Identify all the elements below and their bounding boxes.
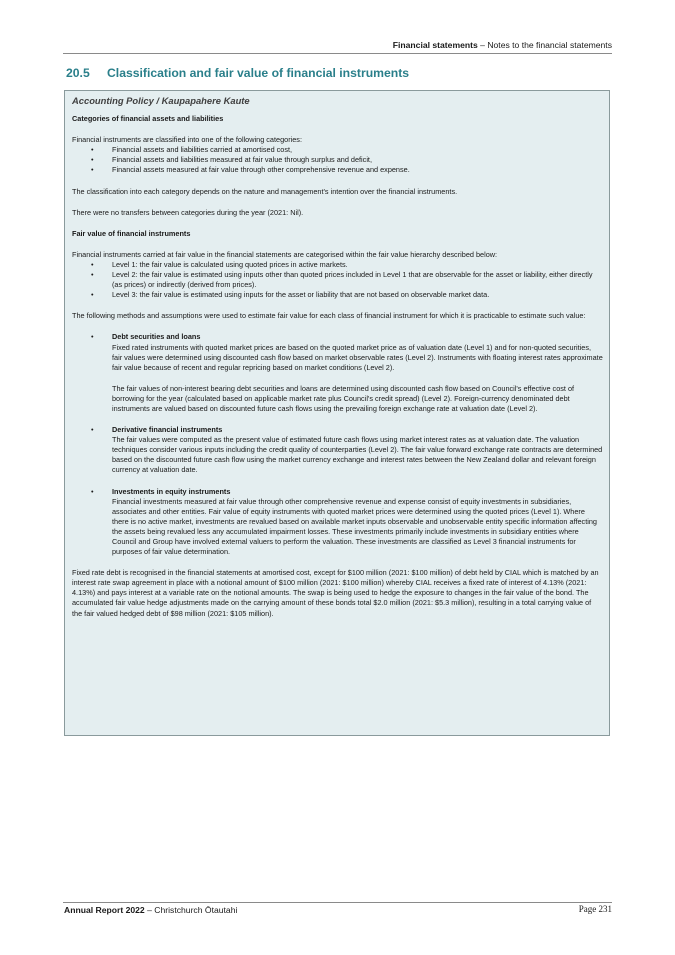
- list-item: • Level 1: the fair value is calculated using quoted prices in active markets.: [72, 260, 603, 270]
- method-title: • Investments in equity instruments: [112, 486, 231, 496]
- list-item: • Financial assets and liabilities measured at fair value through surplus and deficit,: [72, 155, 603, 165]
- methods-intro: The following methods and assumptions were used to estimate fair value for each class of financial instrument for which it is practicable to estimate such value:: [72, 311, 586, 321]
- levels-list: [72, 260, 603, 300]
- section-heading: [66, 66, 409, 80]
- header-divider: [63, 53, 612, 54]
- methods-list: [72, 332, 603, 557]
- running-header-section: Financial statements: [392, 40, 478, 50]
- transfers-text: There were no transfers between categories during the year (2021: Nil).: [72, 207, 304, 217]
- footer-report-location: – Christchurch Ōtautahi: [144, 905, 238, 915]
- list-item: • Level 3: the fair value is estimated using inputs for the asset or liability that are not based on observable market data.: [72, 290, 603, 300]
- method-title: • Derivative financial instruments: [112, 425, 223, 435]
- list-item: • Financial assets measured at fair value through other comprehensive revenue and expense.: [72, 165, 603, 175]
- footer-report-name: Annual Report 2022: [64, 905, 145, 915]
- fixed-rate-debt-text: Fixed rate debt is recognised in the financial statements at amortised cost, except for $100 million (2021: $100 million) of debt held by CIAL which is matched by an interest rate swap agreement in place with a notional amount of $100 million (2021: $100 million) whereby CIAL receives a fixed rate of interest of 4.13% (2021: 4.13%) and pays interest at a variable rate on the notional amounts. The swap is being used to hedge the exposure to changes in the fair value of the bond. The accumulated fair value hedge adjustments made on the carrying amount of these bonds total $2.0 million (2021: $5.3 million), resulting in a total carrying value of the fair valued hedged debt of $98 million (2021: $105 million).: [72, 568, 599, 618]
- section-number: 20.5: [66, 66, 90, 80]
- method-title: • Debt securities and loans: [112, 332, 201, 342]
- categories-heading: Categories of financial assets and liabilities: [72, 114, 224, 124]
- method-paragraph: Financial investments measured at fair value through other comprehensive revenue and expense consist of equity investments in subsidiaries, associates and other entities. Fair value of equity instruments with quoted market prices were determined using the quoted prices (Level 1). Where there is no active market, investments are revalued based on available market inputs observable and unobservable entity specific information affecting the assets being revalued less any accumulated impairment losses. These investments primarily include investments in subsidiary entities where Council and Group have involved external valuers to perform the valuation. These investments are classified as Level 3 financial instruments for purposes of fair value determination.: [112, 496, 597, 557]
- accounting-policy-box: [64, 90, 610, 736]
- method-paragraph: The fair values of non-interest bearing debt securities and loans are determined using discounted cash flow based on Council's effective cost of borrowing for the year (calculated based on applicable market rate plus Council's credit spread) (Level 2). Foreign-currency denominated debt instruments are valued based on discounted future cash flows using the prevailing foreign exchange rate at valuation date (Level 2).: [112, 383, 575, 413]
- running-header-subsection: – Notes to the financial statements: [477, 40, 612, 50]
- page-number: Page 231: [578, 904, 612, 914]
- method-paragraph: The fair values were computed as the present value of estimated future cash flows using market interest rates as at valuation date. The valuation techniques consider various inputs including the credit quality of counterparties (Level 2). The fair value forward exchange rate contracts are determined based on the discounted future cash flow using the market currency exchange and interest rates between the New Zealand dollar and relevant foreign currency at valuation date.: [112, 435, 603, 475]
- fair-value-heading: Fair value of financial instruments: [72, 228, 191, 238]
- footer-divider: [63, 902, 612, 903]
- method-paragraph: Fixed rated instruments with quoted market prices are based on the quoted market price as of valuation date (Level 1) and for non-quoted securities, fair values were determined using discounted cash flow based on market observable rates (Level 2). Instruments with floating interest rates approximate fair value because of recent and regular repricing based on market conditions (Level 2).: [112, 342, 603, 372]
- list-item: • Level 2: the fair value is estimated using inputs other than quoted prices included in Level 1 that are observable for the asset or liability, either directly (as prices) or indirectly (derived from prices).: [72, 270, 603, 290]
- section-title: Classification and fair value of financial instruments: [107, 66, 410, 80]
- hierarchy-intro: Financial instruments carried at fair value in the financial statements are categorised within the fair value hierarchy described below:: [72, 249, 498, 259]
- categories-intro: Financial instruments are classified into one of the following categories:: [72, 135, 302, 145]
- list-item: • Financial assets and liabilities carried at amortised cost,: [72, 145, 603, 155]
- policy-box-title: Accounting Policy / Kaupapahere Kaute: [72, 95, 250, 106]
- footer-report-title: [64, 905, 237, 915]
- method-debt-securities: [72, 332, 603, 414]
- method-equity-investments: [72, 487, 603, 558]
- method-derivatives: [72, 425, 603, 475]
- classification-text: The classification into each category depends on the nature and management's intention over the financial instruments.: [72, 186, 458, 196]
- running-header: [393, 40, 612, 50]
- categories-list: [72, 145, 603, 175]
